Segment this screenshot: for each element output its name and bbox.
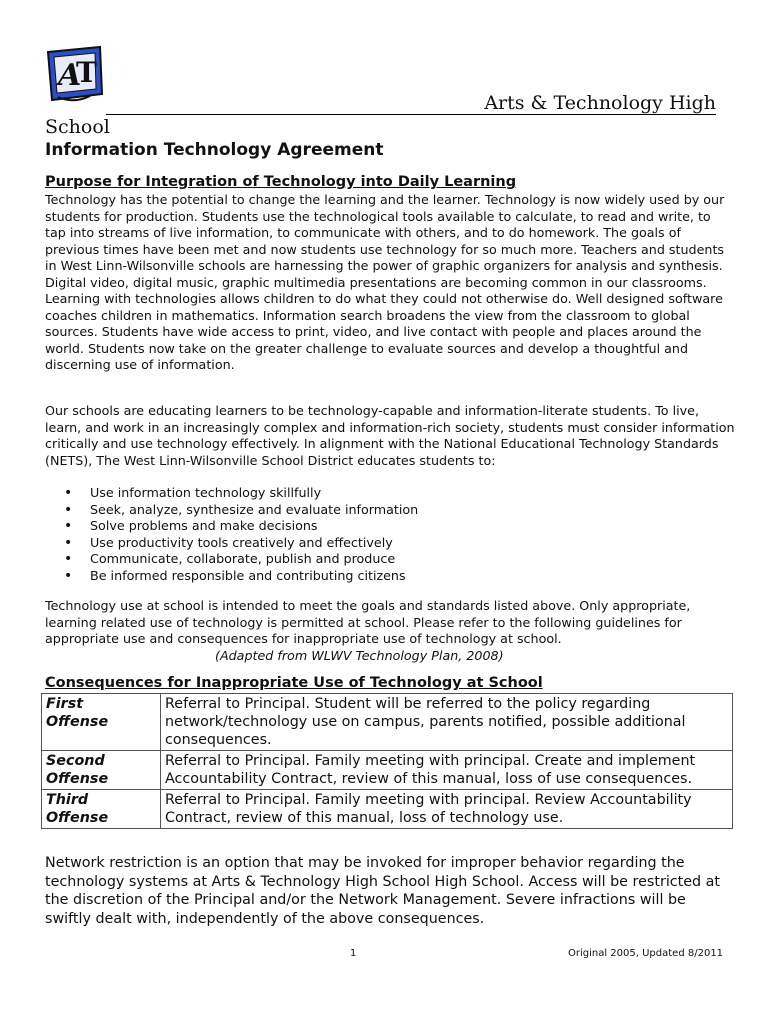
footer-revision-note: Original 2005, Updated 8/2011 bbox=[568, 948, 724, 959]
school-logo bbox=[44, 44, 106, 106]
network-restriction-paragraph: Network restriction is an option that may be invoked for improper behavior regarding the technology systems at Arts & Technology High School High School. Access will be restricted at the discretion of the Principal and/or the Network Management. Severe infractions will be swiftly dealt with, independently of the above consequences. bbox=[45, 855, 721, 927]
page-number: 1 bbox=[350, 948, 357, 959]
standards-list bbox=[64, 485, 418, 584]
purpose-heading: Purpose for Integration of Technology into Daily Learning bbox=[45, 174, 517, 190]
school-name-line bbox=[106, 92, 716, 115]
consequences-heading: Consequences for Inappropriate Use of Technology at School bbox=[45, 675, 543, 691]
purpose-paragraph-3-text: Technology use at school is intended to meet the goals and standards listed above. Only appropriate, learning related use of technology is permitted at school. Please refer to the following guidelines for appropriate use and consequences for inappropriate use of technology at school. bbox=[45, 598, 691, 646]
offense-label-line2: Offense bbox=[46, 810, 109, 826]
svg-text:T: T bbox=[76, 56, 97, 89]
purpose-paragraph-3 bbox=[45, 598, 735, 664]
offense-label-line1: Third bbox=[46, 792, 89, 808]
offense-label-line2: Offense bbox=[46, 771, 109, 787]
offense-label bbox=[42, 790, 161, 829]
list-item: • Be informed responsible and contributing citizens bbox=[64, 568, 418, 585]
list-item: • Communicate, collaborate, publish and produce bbox=[64, 551, 418, 568]
svg-text:A: A bbox=[58, 58, 82, 93]
offense-consequence: Referral to Principal. Student will be referred to the policy regarding network/technology use on campus, parents notified, possible additional consequences. bbox=[161, 694, 733, 751]
table-row bbox=[42, 751, 733, 790]
list-item: • Use productivity tools creatively and effectively bbox=[64, 535, 418, 552]
table-row bbox=[42, 694, 733, 751]
purpose-paragraph-1: Technology has the potential to change the learning and the learner. Technology is now widely used by our students for production. Students use the technological tools available to calculate, to read and write, to tap into streams of live information, to communicate with others, and to do homework. The goals of previous times have been met and now students use technology for so much more. Teachers and students in West Linn-Wilsonville schools are harnessing the power of graphic organizers for analysis and synthesis. Digital video, digital music, graphic multimedia presentations are becoming common in our classrooms. Learning with technologies allows children to do what they could not otherwise do. Well designed software coaches children in mathematics. Information search broadens the view from the classroom to global sources. Students have wide access to print, video, and live contact with people and places around the world. Students now take on the greater challenge to evaluate sources and develop a thoughtful and discerning use of information. bbox=[45, 192, 725, 372]
document-title: Information Technology Agreement bbox=[45, 140, 384, 160]
list-item: • Use information technology skillfully bbox=[64, 485, 418, 502]
offense-consequence: Referral to Principal. Family meeting with principal. Review Accountability Contract, review of this manual, loss of technology use. bbox=[161, 790, 733, 829]
offense-consequence: Referral to Principal. Family meeting with principal. Create and implement Accountability Contract, review of this manual, loss of use consequences. bbox=[161, 751, 733, 790]
purpose-paragraph-2: Our schools are educating learners to be technology-capable and information-literate students. To live, learn, and work in an increasingly complex and information-rich society, students must consider information critically and use technology effectively. In alignment with the National Educational Technology Standards (NETS), The West Linn-Wilsonville School District educates students to: bbox=[45, 403, 735, 468]
school-name-part2: School bbox=[45, 116, 110, 138]
school-name-part1: Arts & Technology High bbox=[484, 92, 716, 114]
offense-label-line1: First bbox=[46, 696, 84, 712]
offense-label-line1: Second bbox=[46, 753, 105, 769]
offense-label bbox=[42, 751, 161, 790]
table-row bbox=[42, 790, 733, 829]
offense-label bbox=[42, 694, 161, 751]
consequences-table bbox=[41, 693, 733, 829]
adapted-note: (Adapted from WLWV Technology Plan, 2008) bbox=[215, 647, 504, 663]
offense-label-line2: Offense bbox=[46, 714, 109, 730]
list-item: • Seek, analyze, synthesize and evaluate information bbox=[64, 502, 418, 519]
list-item: • Solve problems and make decisions bbox=[64, 518, 418, 535]
